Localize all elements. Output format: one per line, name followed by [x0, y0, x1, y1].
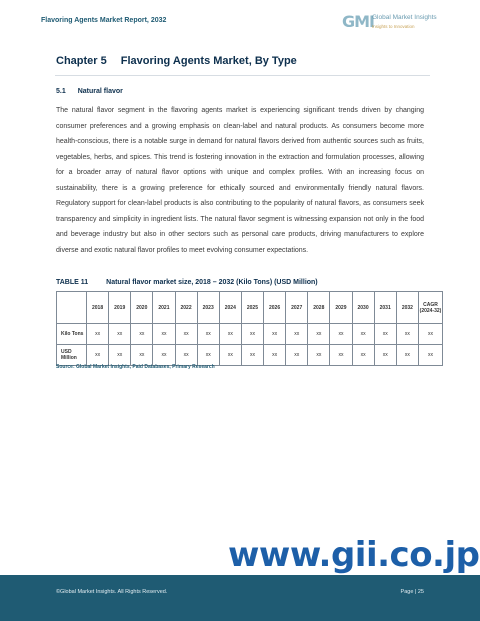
table-header-cell: 2018: [87, 292, 109, 324]
table-cell: xx: [352, 345, 374, 366]
table-header-cell: 2031: [374, 292, 396, 324]
table-header-cell: 2029: [330, 292, 352, 324]
table-header-cagr: CAGR (2024-32): [419, 292, 443, 324]
table-cell: xx: [396, 324, 418, 345]
company-logo: [342, 12, 452, 38]
footer-copyright: ©Global Market Insights. All Rights Reserved.: [56, 589, 168, 595]
table-cell: xx: [352, 324, 374, 345]
table-row: [57, 345, 443, 366]
table-header-cell: 2026: [264, 292, 286, 324]
table-cell: xx: [131, 345, 153, 366]
table-cell: xx: [87, 324, 109, 345]
table-header-row: [57, 292, 443, 324]
table-number: TABLE 11: [56, 279, 89, 286]
table-header-cell: 2032: [396, 292, 418, 324]
page-number: Page | 25: [400, 589, 424, 595]
table-cell: xx: [241, 345, 263, 366]
table-cell: xx: [374, 345, 396, 366]
table-cell: xx: [197, 345, 219, 366]
body-paragraph: The natural flavor segment in the flavoring agents market is experiencing significant trends driven by changing consumer preferences and a growing emphasis on clean-label and natural products. As consumers become more health-conscious, there is a notable surge in demand for natural flavors derived from authentic sources such as fruits, vegetables, herbs, and spices. This trend is fostering innovation in the extraction and formulation processes, allowing for a broader array of natural flavor options with unique and complex profiles. With an increasing focus on sustainability, there is a growing preference for ethically sourced and environmentally friendly natural flavors. Regulatory support for clean-label products is also contributing to the popularity of natural flavors, as consumers seek transparency and simplicity in ingredient lists. The natural flavor segment is witnessing expansion not only in the food and beverage industry but also in other sectors such as personal care products, driving manufacturers to explore diverse and exotic natural flavor profiles to meet evolving consumer expectations.: [56, 107, 424, 254]
table-cell: xx: [286, 345, 308, 366]
row-label: USD Million: [57, 345, 87, 366]
table-header-cell: 2028: [308, 292, 330, 324]
table-cell: xx: [308, 345, 330, 366]
page-footer: [0, 575, 480, 621]
table-title: Natural flavor market size, 2018 – 2032 (Kilo Tons) (USD Million): [106, 279, 318, 286]
table-caption: [56, 279, 318, 286]
section-heading: [56, 88, 123, 95]
table-cell: xx: [219, 345, 241, 366]
table-cell: xx: [175, 324, 197, 345]
table-cell: xx: [330, 324, 352, 345]
table-header-cell: 2019: [109, 292, 131, 324]
table-cell: xx: [264, 324, 286, 345]
table-cell: xx: [153, 324, 175, 345]
table-cell: xx: [264, 345, 286, 366]
logo-mark: GMI: [342, 12, 375, 31]
table-header-cell: 2030: [352, 292, 374, 324]
table-header-cell: 2025: [241, 292, 263, 324]
section-number: 5.1: [56, 88, 66, 95]
watermark-url: www.gii.co.jp: [228, 535, 480, 575]
chapter-divider: [55, 75, 430, 76]
table-cell: xx: [153, 345, 175, 366]
table-cell: xx: [219, 324, 241, 345]
table-cell: xx: [87, 345, 109, 366]
logo-name: Global Market Insights: [372, 14, 437, 21]
table-header-cell: 2022: [175, 292, 197, 324]
table-header-cell: 2021: [153, 292, 175, 324]
section-title: Natural flavor: [77, 88, 123, 95]
table-cell: xx: [308, 324, 330, 345]
row-label: Kilo Tons: [57, 324, 87, 345]
table-header-cell: 2027: [286, 292, 308, 324]
table-row: [57, 324, 443, 345]
table-cell: xx: [109, 345, 131, 366]
report-title: Flavoring Agents Market Report, 2032: [41, 17, 167, 24]
table-cell: xx: [396, 345, 418, 366]
table-cell: xx: [330, 345, 352, 366]
table-cell: xx: [109, 324, 131, 345]
table-source: Source: Global Market Insights, Paid Databases, Primary Research: [56, 364, 215, 370]
table-header-cell: 2023: [197, 292, 219, 324]
table-cell: xx: [197, 324, 219, 345]
table-header-cell: 2020: [131, 292, 153, 324]
market-size-table: [56, 291, 443, 366]
logo-tagline: Insights to Innovation: [372, 24, 415, 29]
table-cell: xx: [131, 324, 153, 345]
table-cell: xx: [374, 324, 396, 345]
table-cell: xx: [286, 324, 308, 345]
chapter-title: Flavoring Agents Market, By Type: [120, 55, 297, 67]
table-header-cell: 2024: [219, 292, 241, 324]
chapter-number: Chapter 5: [56, 55, 107, 67]
chapter-heading: [56, 55, 297, 67]
table-cell: xx: [419, 345, 443, 366]
table-header-cell: [57, 292, 87, 324]
table-cell: xx: [175, 345, 197, 366]
table-cell: xx: [241, 324, 263, 345]
table-cell: xx: [419, 324, 443, 345]
